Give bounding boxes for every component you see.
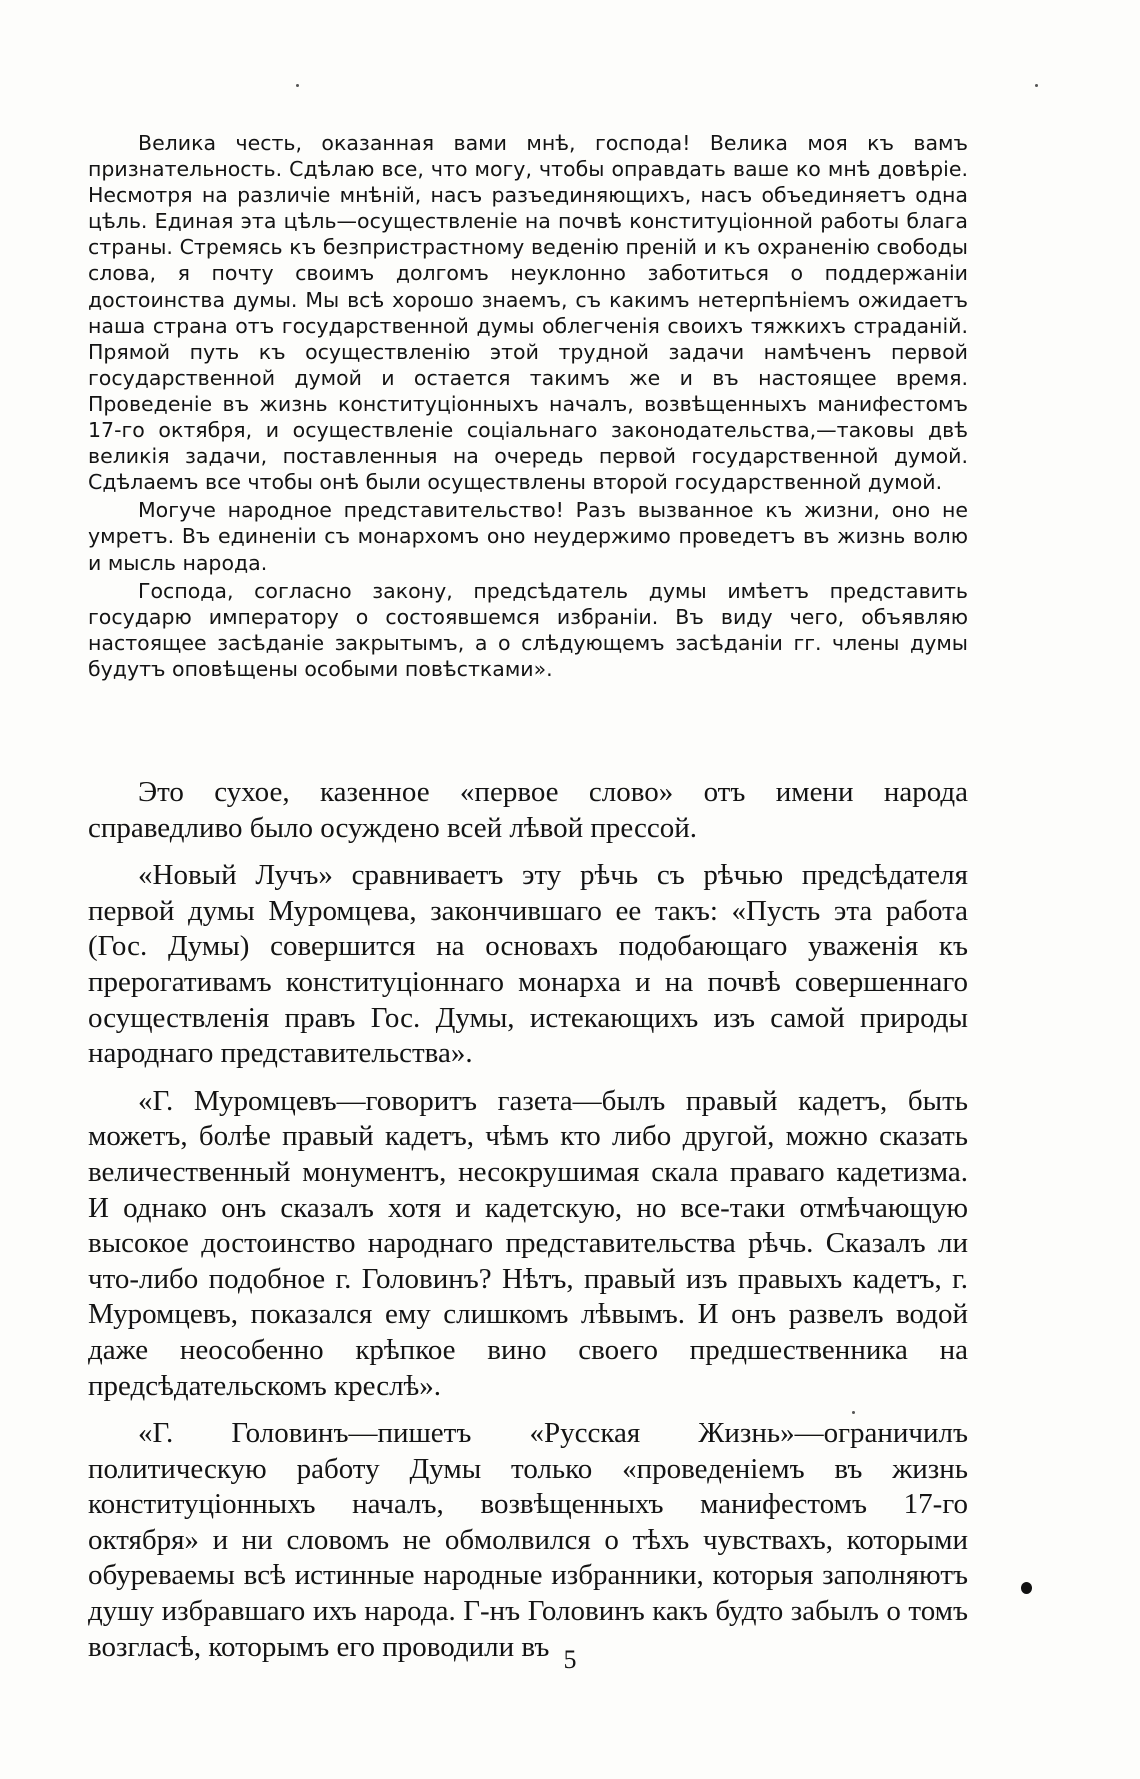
speech-paragraph: Господа, согласно закону, предсѣдатель думы имѣетъ представить государю императору о состоявшемся избраніи. Въ виду чего, объявляю настоящее засѣданіе закрытымъ, а о слѣдующемъ засѣданіи гг. члены думы будутъ оповѣщены особыми повѣстками». xyxy=(88,578,968,681)
page-number: 5 xyxy=(563,1645,577,1674)
paper-speck xyxy=(852,1411,855,1414)
quoted-speech xyxy=(88,130,968,684)
speech-paragraph: Велика честь, оказанная вами мнѣ, господа! Велика моя къ вамъ признательность. Сдѣлаю все, что могу, чтобы оправдать ваше ко мнѣ довѣріе. Несмотря на различіе мнѣній, насъ разъединяющихъ, насъ объединяетъ одна цѣль. Единая эта цѣль—осуществленіе на почвѣ конституціонной работы блага страны. Стремясь къ безпристрастному веденію преній и къ охраненію свободы слова, я почту своимъ долгомъ неуклонно заботиться о поддержаніи достоинства думы. Мы всѣ хорошо знаемъ, съ какимъ нетерпѣніемъ ожидаетъ наша страна отъ государственной думы облегченія своихъ тяжкихъ страданій. Прямой путь къ осуществленію этой трудной задачи намѣченъ первой государственной думой и остается такимъ же и въ настоящее время. Проведеніе въ жизнь конституціонныхъ началъ, возвѣщенныхъ манифестомъ 17-го октября, и осуществленіе соціальнаго законодательства,—таковы двѣ великія задачи, поставленныя на очередь первой государственной думой. Сдѣлаемъ все чтобы онѣ были осуществлены второй государственной думой. xyxy=(88,131,968,495)
paper-speck xyxy=(1035,84,1038,87)
commentary-paragraph: «Г. Муромцевъ—говоритъ газета—былъ правый кадетъ, быть можетъ, болѣе правый кадетъ, чѣмъ кто либо другой, можно сказать величественный монументъ, несокрушимая скала праваго кадетизма. И однако онъ сказалъ хотя и кадетскую, но все-таки отмѣчающую высокое достоинство народнаго представительства рѣчь. Сказалъ ли что-либо подобное г. Головинъ? Нѣтъ, правый изъ правыхъ кадетъ, г. Муромцевъ, показался ему слишкомъ лѣвымъ. И онъ развелъ водой даже неособенно крѣпкое вино своего предшественника на предсѣдательскомъ креслѣ». xyxy=(88,1084,968,1402)
commentary-paragraph: Это сухое, казенное «первое слово» отъ имени народа справедливо было осуждено всей лѣвой прессой. xyxy=(88,776,968,844)
paper-speck xyxy=(296,84,299,87)
speech-paragraph: Могуче народное представительство! Разъ вызванное къ жизни, оно не умретъ. Въ единеніи съ монархомъ оно неудержимо проведетъ въ жизнь волю и мысль народа. xyxy=(88,498,968,575)
margin-ink-dot xyxy=(1021,1582,1032,1594)
commentary-paragraph: «Г. Головинъ—пишетъ «Русская Жизнь»—ограничилъ политическую работу Думы только «проведеніемъ въ жизнь конституціонныхъ началъ, возвѣщенныхъ манифестомъ 17-го октября» и ни словомъ не обмолвился о тѣхъ чувствахъ, которыми обуреваемы всѣ истинные народные избранники, которыя заполняютъ душу избравшаго ихъ народа. Г-нъ Головинъ какъ будто забылъ о томъ возгласѣ, которымъ его проводили въ xyxy=(88,1417,968,1663)
commentary-text xyxy=(88,775,968,1677)
commentary-paragraph: «Новый Лучъ» сравниваетъ эту рѣчь съ рѣчью предсѣдателя первой думы Муромцева, закончившаго ее такъ: «Пусть эта работа (Гос. Думы) совершится на основахъ подобающаго уваженія къ прерогативамъ конституціоннаго монарха и на почвѣ совершеннаго осуществленія правъ Гос. Думы, истекающихъ изъ самой природы народнаго представительства». xyxy=(88,859,968,1070)
